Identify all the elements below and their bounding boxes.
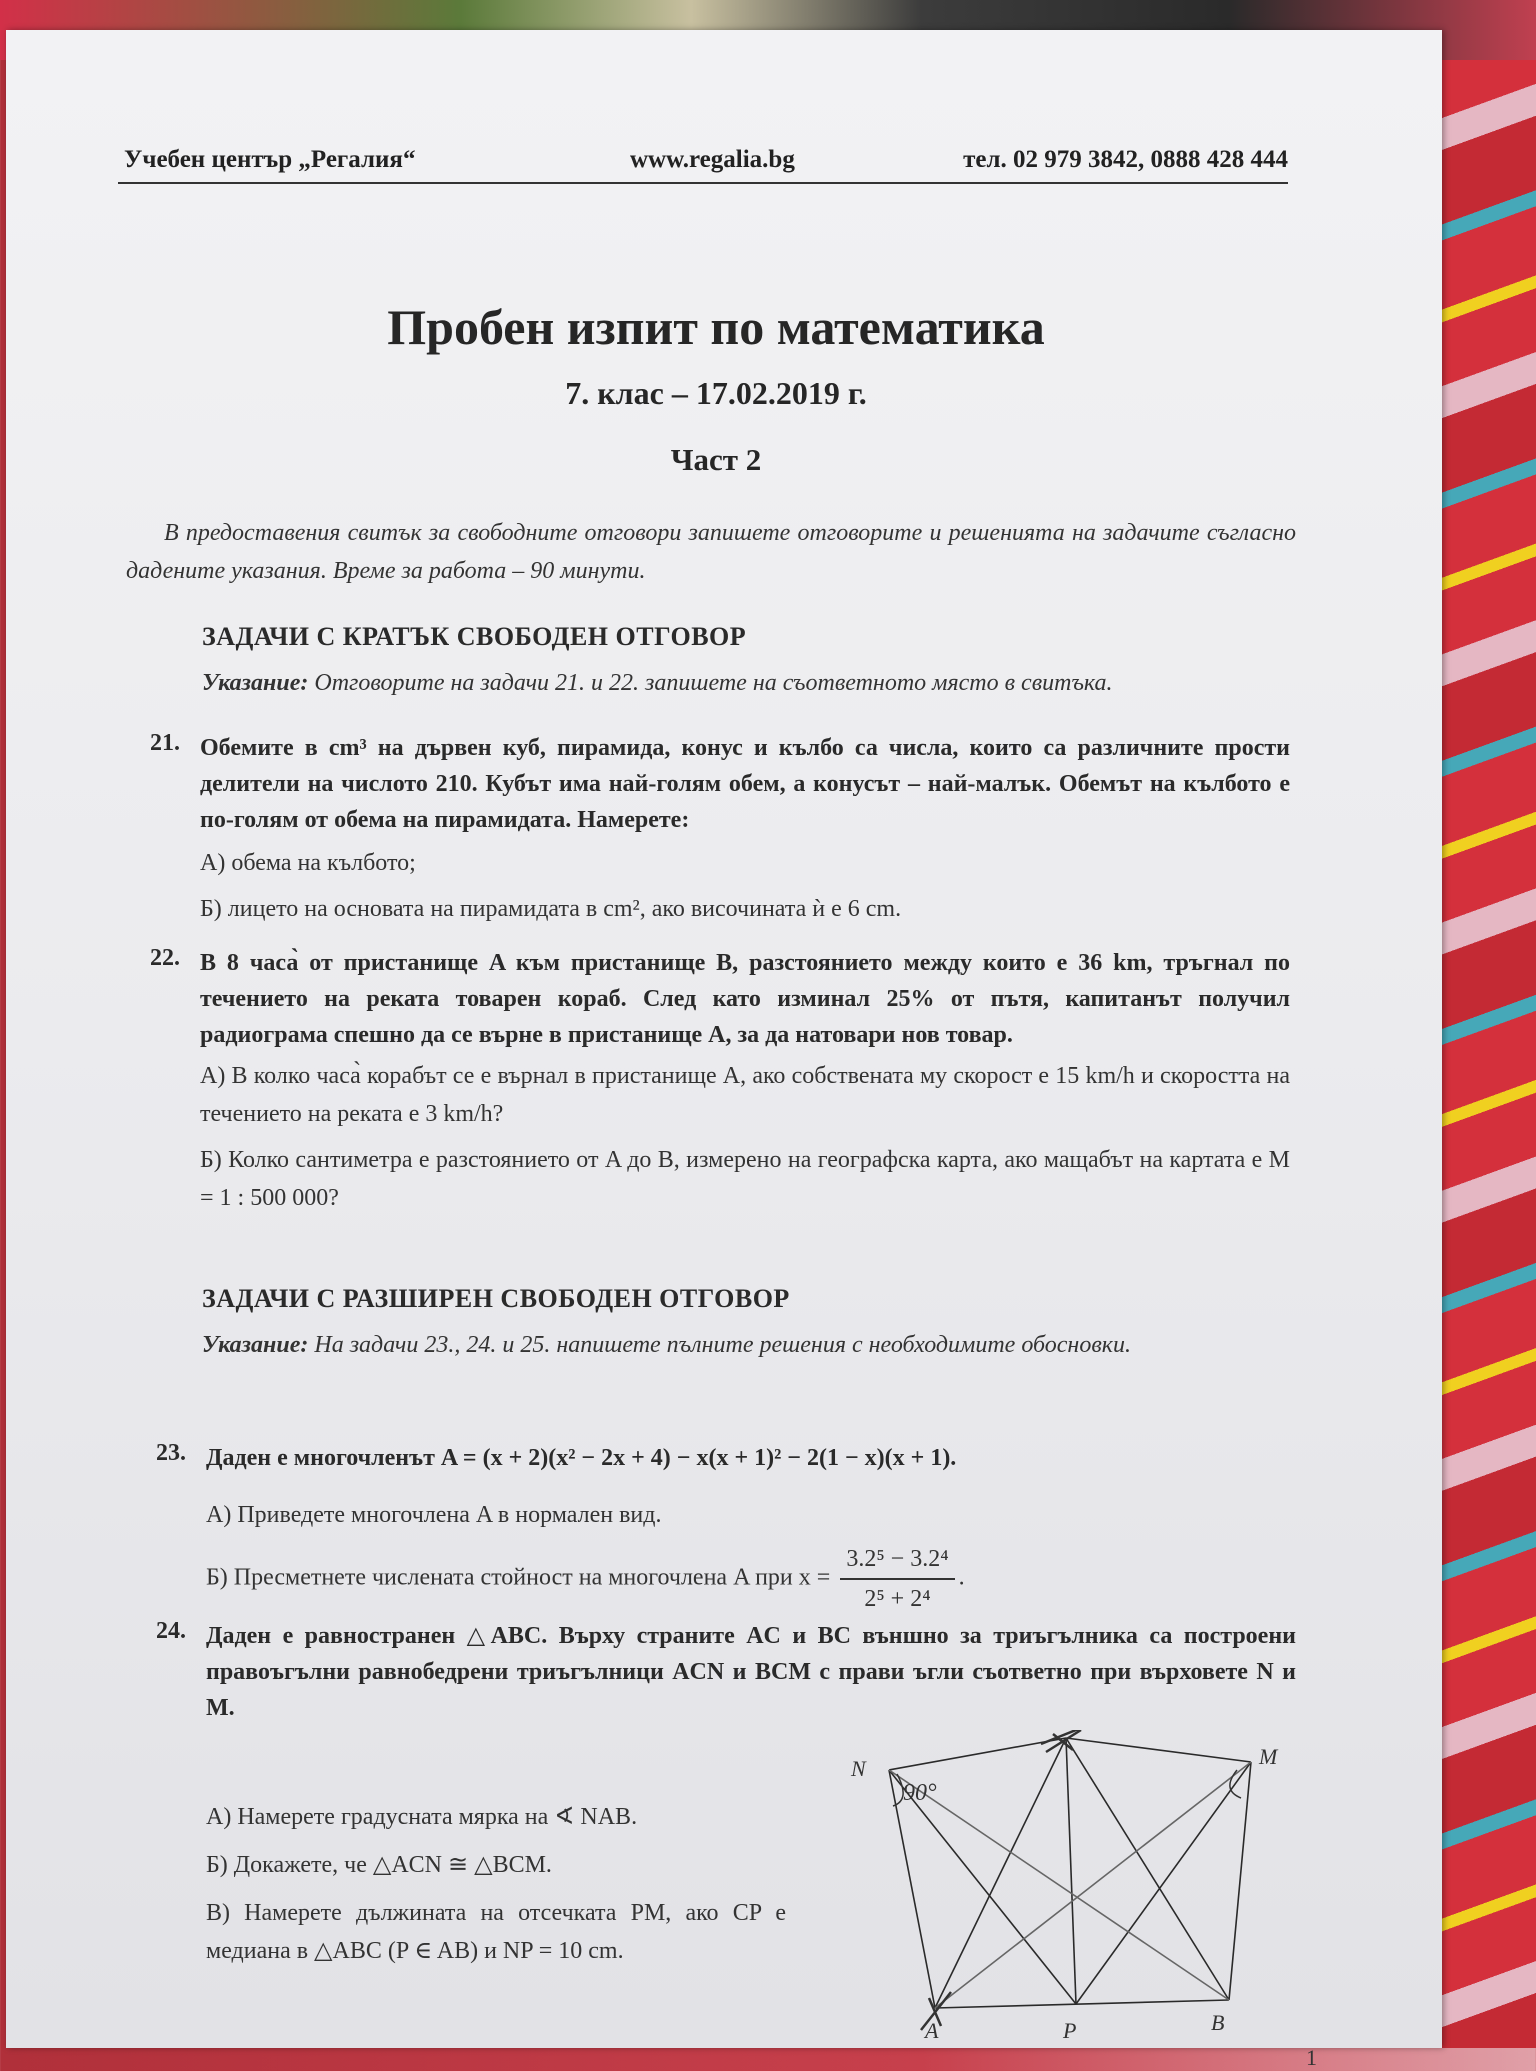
problem-subquestion-b: Б) Колко сантиметра е разстоянието от A до B, измерено на географска карта, ако мащабът на картата е M = 1 : 500 000? [200,1147,1290,1211]
exam-sheet [6,30,1442,2070]
problem-subquestion-b [206,1540,1296,1618]
section-extended-answer-title: ЗАДАЧИ С РАЗШИРЕН СВОБОДЕН ОТГОВОР [202,1284,790,1313]
hint-label: Указание: [202,670,309,696]
page-header [118,142,1288,184]
problem-number: 24. [156,1618,186,1644]
segment-am [935,1762,1251,2008]
instructions-paragraph: В предоставения свитък за свободните отговори запишете отговорите и решенията на задачите съгласно дадените указания. Време за работа – 90 минути. [126,520,1296,584]
hint-text: Отговорите на задачи 21. и 22. запишете на съответното място в свитъка. [314,670,1113,696]
header-phone: тел. 02 979 3842, 0888 428 444 [963,146,1288,173]
problem-statement: Даден е равностранен △ABC. Върху страните AC и BC външно за триъгълника са построени правоъгълни равнобедрени триъгълници ACN и BCM с прави ъгли съответно при върховете N и M. [206,1623,1296,1721]
problem-number: 21. [150,730,180,756]
segment-nb [889,1770,1229,2000]
problem-number: 23. [156,1440,186,1466]
background-fabric-right [1426,60,1536,2048]
segment-ab [935,2000,1229,2008]
section-short-answer-hint [202,664,1302,702]
header-school-name: Учебен център „Регалия“ [124,146,416,173]
segment-cm [1066,1738,1251,1762]
problem-subquestion-b: Б) лицето на основата на пирамидата в cm², ако височината ѝ е 6 cm. [200,896,902,922]
label-b: B [1211,2010,1225,2035]
exam-subtitle: 7. клас – 17.02.2019 г. [565,375,867,411]
angle-label-90: 90° [903,1780,937,1806]
fraction-numerator: 3.2⁵ − 3.2⁴ [840,1540,954,1580]
segment-cp [1066,1738,1076,2004]
subquestion-b-text: Б) Пресметнете числената стойност на многочлена A при x = [206,1564,831,1591]
problem-subquestion-b: Б) Докажете, че △ACN ≅ △BCM. [206,1852,552,1878]
triangle-diagram [841,1730,1291,2060]
segment-bc [1066,1738,1229,2000]
hint-text: На задачи 23., 24. и 25. напишете пълните решения с необходимите обосновки. [314,1332,1131,1358]
segment-pm [1076,1762,1251,2004]
label-m: M [1259,1744,1278,1769]
segment-nc [889,1738,1066,1770]
problem-subquestion-a: А) обема на кълбото; [200,850,416,876]
label-p: P [1063,2018,1077,2043]
exam-part: Част 2 [670,442,762,477]
problem-subquestion-a: А) Намерете градусната мярка на ∢ NAB. [206,1804,638,1830]
problem-subquestion-c: В) Намерете дължината на отсечката PM, ако CP е медиана в △ABC (P ∈ AB) и NP = 10 cm. [206,1900,786,1964]
section-short-answer-title: ЗАДАЧИ С КРАТЪК СВОБОДЕН ОТГОВОР [202,622,747,651]
problem-statement: Обемите в cm³ на дървен куб, пирамида, конус и кълбо са числа, които са различните прости делители на числото 210. Кубът има най-голям обем, а конусът – най-малък. Обемът на кълбото е по-голям от обема на пирамидата. Намерете: [200,735,1290,833]
header-website: www.regalia.bg [630,146,795,173]
problem-statement: Даден е многочленът A = (x + 2)(x² − 2x + 4) − x(x + 1)² − 2(1 − x)(x + 1). [206,1445,957,1471]
section-extended-answer-hint [202,1326,1302,1364]
problem-subquestion-a: А) В колко часа̀ корабът се е върнал в пристанище A, ако собствената му скорост е 15 km/h и скоростта на течението на реката е 3 km/h? [200,1063,1291,1127]
label-a: A [925,2018,939,2043]
problem-statement: В 8 часа̀ от пристанище A към пристанище B, разстоянието между които е 36 km, тръгнал по течението на реката товарен кораб. След като изминал 25% от пътя, капитанът получил радиограма спешно да се върне в пристанище A, за да натовари нов товар. [200,950,1290,1048]
problem-number: 22. [150,945,180,971]
fraction [840,1540,954,1618]
exam-title: Пробен изпит по математика [387,299,1045,355]
subquestion-b-end: . [958,1564,965,1591]
page-number: 1 [1306,2045,1317,2070]
problem-subquestion-a: А) Приведете многочлена A в нормален вид. [206,1502,662,1528]
label-n: N [851,1756,866,1781]
fraction-denominator: 2⁵ + 2⁴ [864,1586,931,1612]
hint-label: Указание: [202,1332,309,1358]
